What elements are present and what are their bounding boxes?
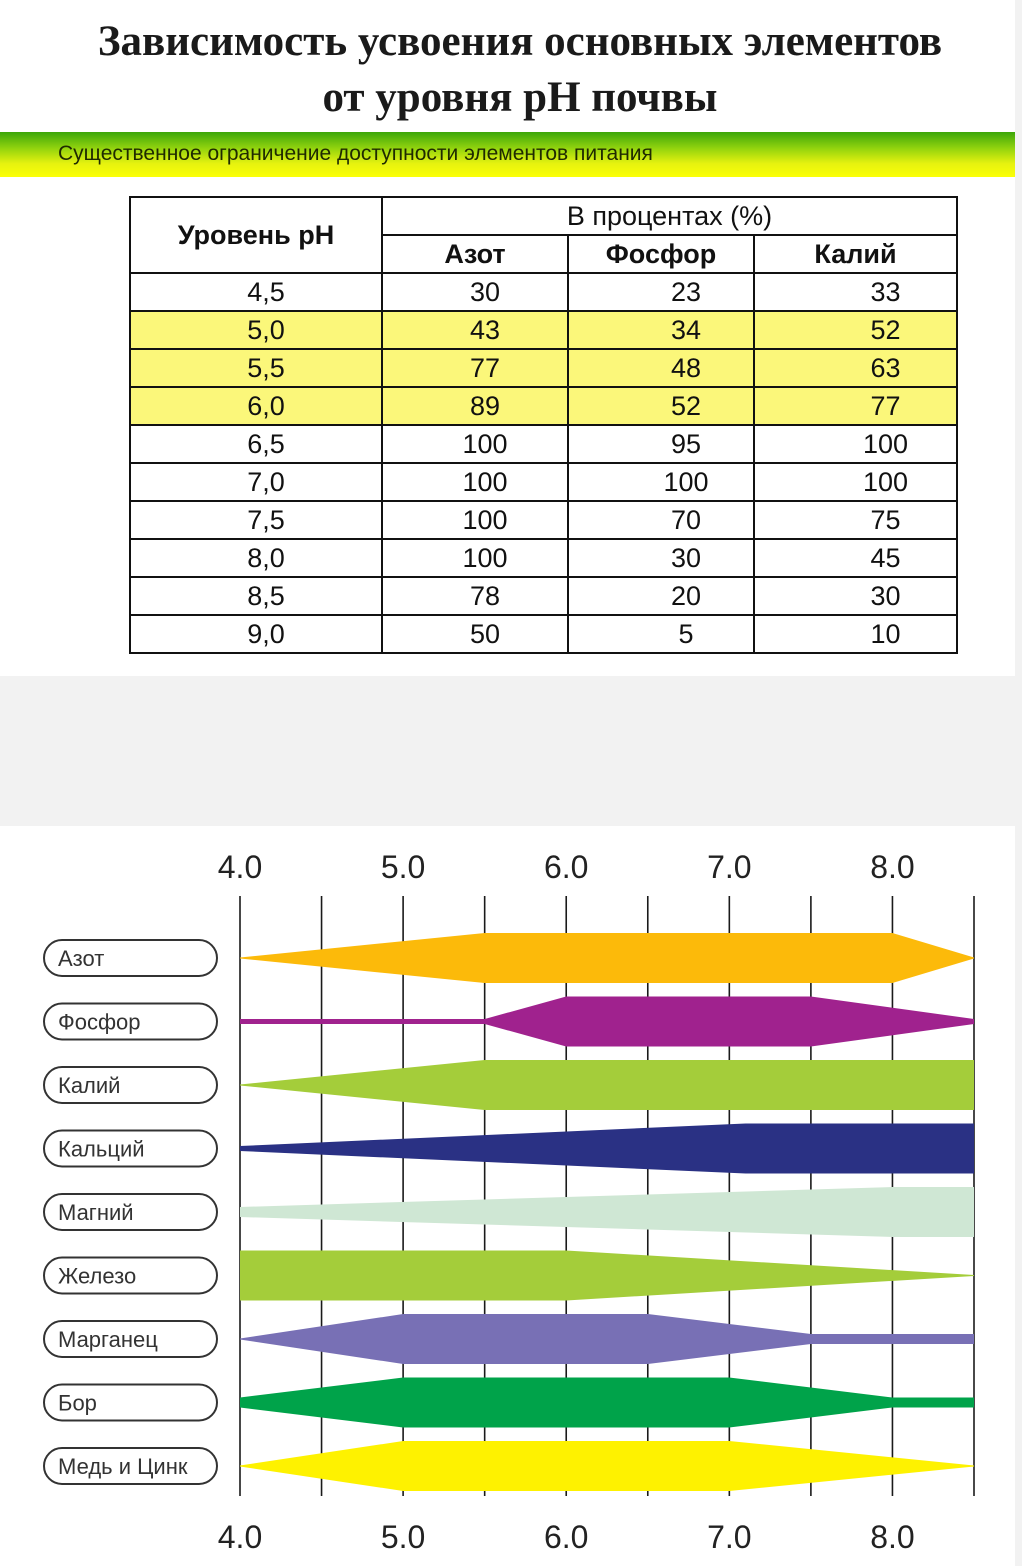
cell-potassium: 30 [754,577,957,615]
element-label: Фосфор [58,1009,141,1035]
series-band [240,933,974,983]
cell-ph: 4,5 [130,273,382,311]
banner-text: Существенное ограничение доступности элементов питания [58,142,653,165]
cell-phosphorus: 20 [568,577,754,615]
header-percent: В процентах (%) [382,197,957,235]
x-tick-label-bottom: 4.0 [217,1519,263,1555]
x-tick-label-bottom: 5.0 [380,1519,426,1555]
cell-nitrogen: 78 [382,577,568,615]
cell-ph: 7,5 [130,501,382,539]
cell-nitrogen: 43 [382,311,568,349]
table-row [130,463,957,501]
cell-phosphorus: 34 [568,311,754,349]
cell-nitrogen: 89 [382,387,568,425]
title-line-1: Зависимость усвоения основных элементов [97,18,943,65]
cell-phosphorus: 48 [568,349,754,387]
x-tick-label-bottom: 8.0 [870,1519,915,1555]
table-row [130,273,957,311]
cell-potassium: 75 [754,501,957,539]
series-band [240,1251,974,1301]
table-row [130,311,957,349]
ph-table [129,196,958,654]
table-row [130,425,957,463]
x-tick-label-top: 4.0 [217,849,263,885]
series-band [240,997,974,1047]
element-label: Кальций [58,1136,145,1162]
header-potassium: Калий [754,235,957,273]
cell-potassium: 45 [754,539,957,577]
element-label: Медь и Цинк [58,1454,188,1479]
page-title [20,14,1020,126]
cell-phosphorus: 70 [568,501,754,539]
element-label: Азот [58,946,105,971]
element-label: Калий [58,1073,121,1098]
cell-ph: 9,0 [130,615,382,653]
cell-potassium: 33 [754,273,957,311]
cell-phosphorus: 100 [568,463,754,501]
element-label: Железо [58,1263,137,1289]
cell-nitrogen: 100 [382,501,568,539]
element-label: Магний [58,1200,134,1225]
table-row [130,577,957,615]
x-tick-label-top: 6.0 [543,849,589,885]
series-band [240,1187,974,1237]
cell-ph: 6,0 [130,387,382,425]
cell-nitrogen: 77 [382,349,568,387]
limitation-banner [0,132,1015,177]
cell-potassium: 77 [754,387,957,425]
cell-nitrogen: 30 [382,273,568,311]
availability-chart [0,826,1015,1566]
series-band [240,1378,974,1428]
element-label: Бор [58,1390,97,1416]
cell-ph: 8,0 [130,539,382,577]
x-tick-label-bottom: 6.0 [543,1519,589,1555]
header-nitrogen: Азот [382,235,568,273]
series-band [240,1314,974,1364]
cell-phosphorus: 95 [568,425,754,463]
cell-ph: 5,5 [130,349,382,387]
cell-ph: 7,0 [130,463,382,501]
element-label: Марганец [58,1327,158,1352]
cell-nitrogen: 50 [382,615,568,653]
x-tick-label-bottom: 7.0 [707,1519,752,1555]
table-row [130,349,957,387]
cell-potassium: 100 [754,463,957,501]
cell-phosphorus: 23 [568,273,754,311]
table-row [130,615,957,653]
table-row [130,539,957,577]
cell-phosphorus: 30 [568,539,754,577]
cell-ph: 8,5 [130,577,382,615]
cell-nitrogen: 100 [382,539,568,577]
series-band [240,1124,974,1174]
cell-potassium: 63 [754,349,957,387]
table-row [130,387,957,425]
cell-ph: 6,5 [130,425,382,463]
cell-nitrogen: 100 [382,463,568,501]
series-band [240,1060,974,1110]
cell-nitrogen: 100 [382,425,568,463]
header-phosphorus: Фосфор [568,235,754,273]
cell-potassium: 52 [754,311,957,349]
cell-phosphorus: 5 [568,615,754,653]
cell-ph: 5,0 [130,311,382,349]
table-row [130,501,957,539]
x-tick-label-top: 5.0 [380,849,426,885]
series-band [240,1441,974,1491]
x-tick-label-top: 7.0 [707,849,752,885]
header-ph: Уровень рН [130,197,382,273]
x-tick-label-top: 8.0 [870,849,915,885]
cell-potassium: 100 [754,425,957,463]
title-line-2: от уровня рН почвы [322,74,718,121]
cell-phosphorus: 52 [568,387,754,425]
cell-potassium: 10 [754,615,957,653]
